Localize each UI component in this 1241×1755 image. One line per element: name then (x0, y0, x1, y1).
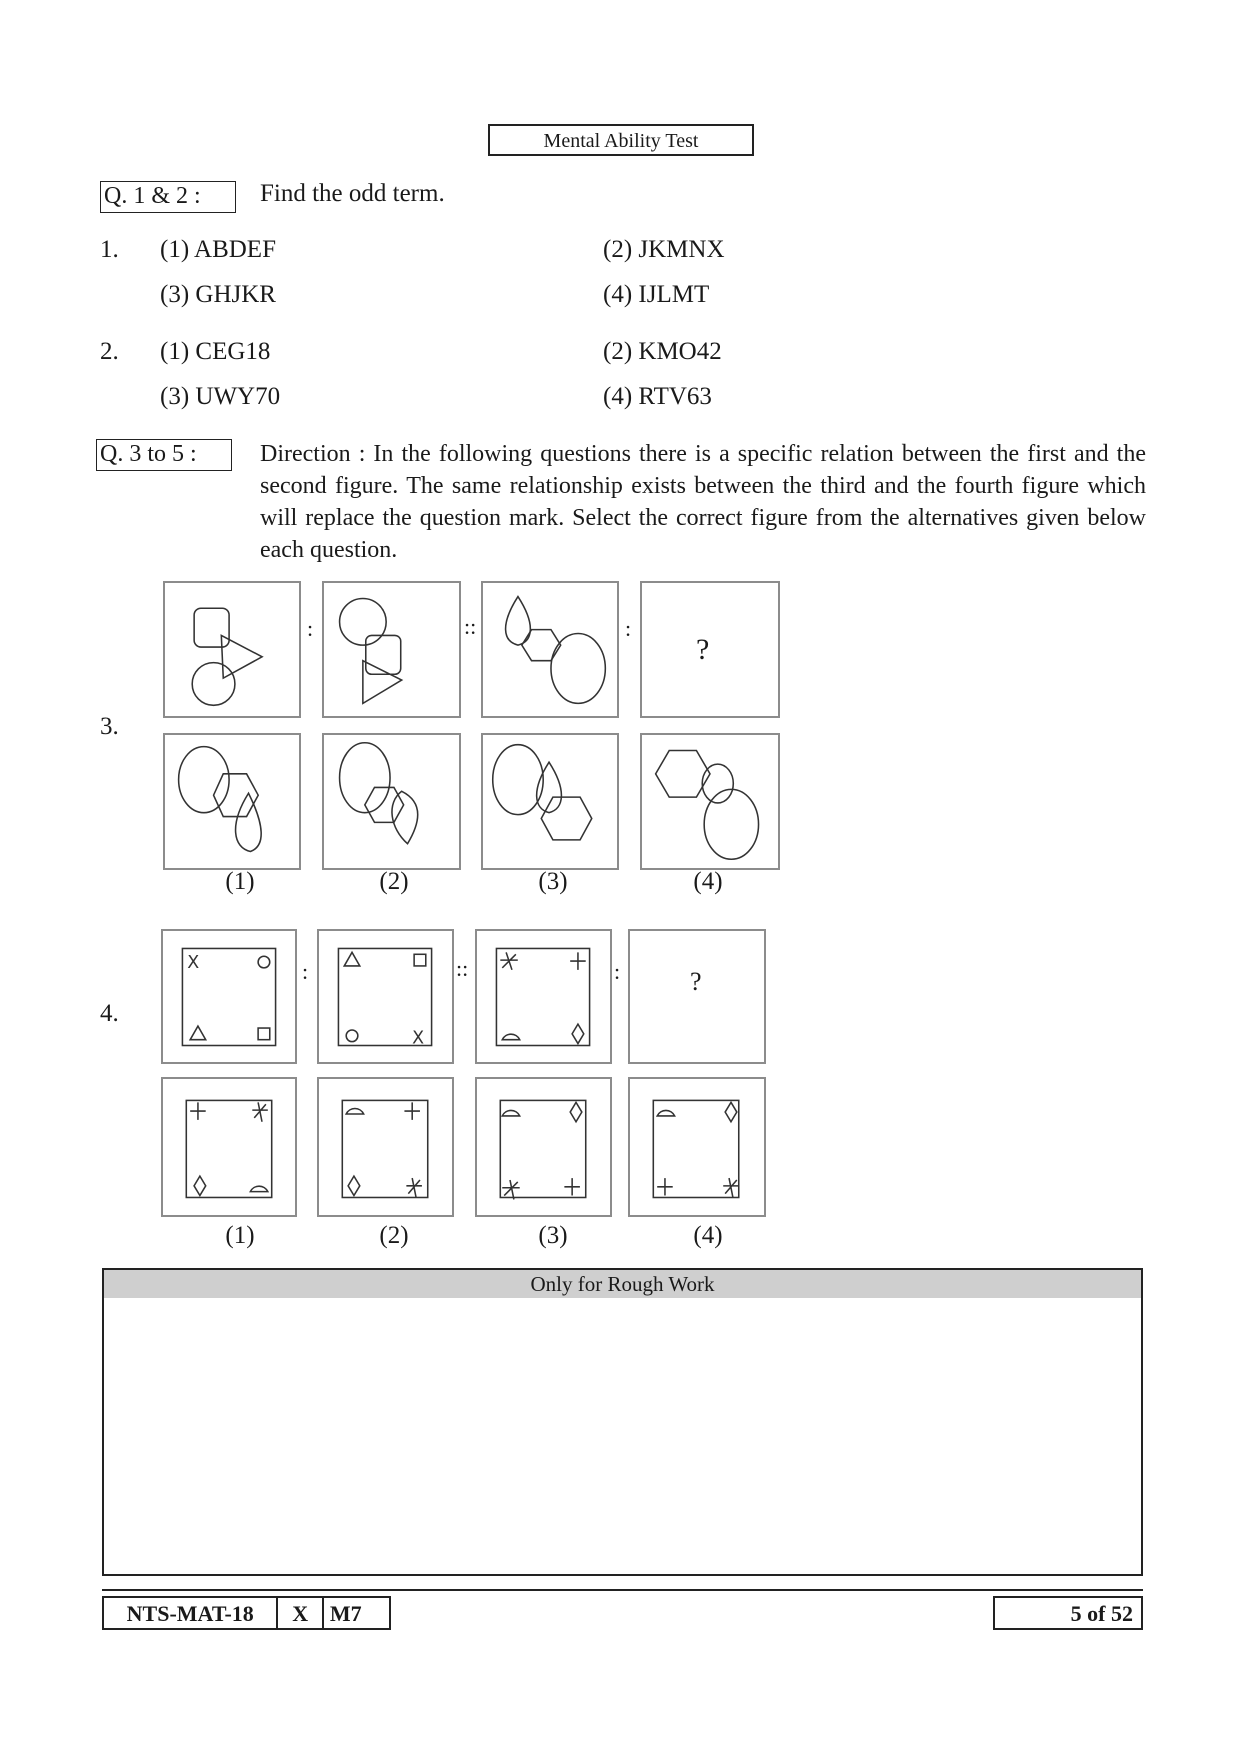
question-3-number: 3. (100, 713, 119, 740)
q3-option-4-label: (4) (693, 868, 723, 895)
q3-double-ratio: :: (464, 614, 477, 639)
q3-option-1-label: (1) (225, 868, 255, 895)
q3-option-3-figure[interactable] (481, 733, 619, 870)
question-1-option-3: (3) GHJKR (160, 281, 276, 308)
question-2-option-4: (4) RTV63 (603, 383, 712, 410)
question-1-number: 1. (100, 236, 119, 263)
q3-figure-3 (481, 581, 619, 718)
q3-ratio-1: : (307, 616, 314, 641)
q3-option-2-figure[interactable] (322, 733, 461, 870)
rough-work-box[interactable] (102, 1268, 1143, 1576)
footer-exam-code: NTS-MAT-18 (126, 1601, 254, 1626)
footer-divider (102, 1589, 1143, 1591)
footer-page-number: 5 of 52 (993, 1596, 1143, 1630)
question-2-option-3: (3) UWY70 (160, 383, 281, 410)
page-title: Mental Ability Test (488, 124, 754, 156)
q4-question-mark: ? (690, 967, 702, 996)
question-2-option-1: (1) CEG18 (160, 338, 271, 365)
q4-option-4-figure[interactable] (628, 1077, 766, 1217)
q4-option-2-figure[interactable] (317, 1077, 454, 1217)
q4-figure-3 (475, 929, 612, 1064)
q4-ratio-1: : (302, 959, 309, 984)
question-2-option-2: (2) KMO42 (603, 338, 722, 365)
rough-work-title: Only for Rough Work (104, 1270, 1141, 1298)
q3-option-3-label: (3) (538, 868, 568, 895)
q4-figure-2 (317, 929, 454, 1064)
question-1-option-2: (2) JKMNX (603, 236, 725, 263)
q3-option-2-label: (2) (379, 868, 409, 895)
q4-option-3-figure[interactable] (475, 1077, 612, 1217)
question-1-option-1: (1) ABDEF (160, 236, 276, 263)
q12-instruction: Find the odd term. (260, 180, 445, 207)
q3-ratio-2: : (625, 616, 632, 641)
q3-figure-question (640, 581, 780, 718)
q35-label: Q. 3 to 5 : (96, 439, 232, 471)
q4-figure-1 (161, 929, 297, 1064)
footer-class: X (292, 1601, 309, 1626)
footer-set: M7 (329, 1601, 362, 1626)
footer-code-box (102, 1596, 391, 1630)
question-1-option-4: (4) IJLMT (603, 281, 710, 308)
q4-double-ratio: :: (456, 956, 469, 981)
svg-text:X: X (412, 1028, 425, 1049)
q4-option-2-label: (2) (379, 1222, 409, 1249)
question-4-number: 4. (100, 1000, 119, 1027)
question-2-number: 2. (100, 338, 119, 365)
q3-option-1-figure[interactable] (163, 733, 301, 870)
q3-figure-1 (163, 581, 301, 718)
q4-option-4-label: (4) (693, 1222, 723, 1249)
q12-label: Q. 1 & 2 : (100, 181, 236, 213)
q3-question-mark: ? (696, 633, 710, 666)
q4-option-1-label: (1) (225, 1222, 255, 1249)
q35-direction: Direction : In the following questions there is a specific relation between the first and the second figure. The same relationship exists between the third and the fourth figure which will replace the question mark. Select the correct figure from the alternatives given below each question. (260, 441, 1146, 563)
svg-text:X: X (187, 952, 200, 973)
q4-figure-question (628, 929, 766, 1064)
q4-option-1-figure[interactable] (161, 1077, 297, 1217)
q4-option-3-label: (3) (538, 1222, 568, 1249)
q4-ratio-2: : (614, 959, 621, 984)
q3-option-4-figure[interactable] (640, 733, 780, 870)
q3-figure-2 (322, 581, 461, 718)
